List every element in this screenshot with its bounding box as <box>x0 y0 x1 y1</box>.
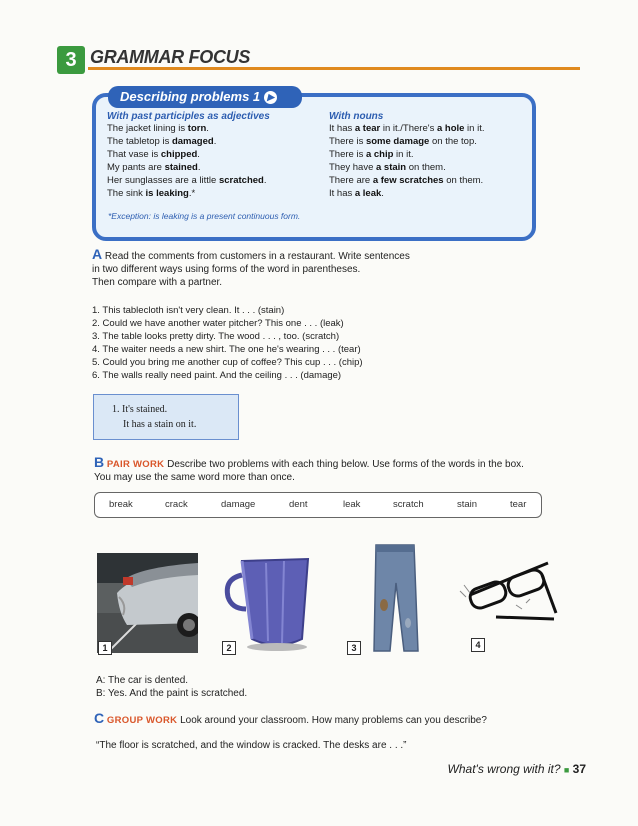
car-picture <box>97 553 198 653</box>
audio-icon[interactable]: ▶ <box>264 91 277 104</box>
jeans-picture <box>364 543 424 655</box>
instruction-line: in two different ways using forms of the word in parentheses. <box>92 264 361 275</box>
example-quote: “The floor is scratched, and the window is cracked. The desks are . . .” <box>96 740 407 751</box>
grammar-line: There is a chip in it. <box>329 149 414 160</box>
grammar-line: There is some damage on the top. <box>329 136 477 147</box>
grammar-line: Her sunglasses are a little scratched. <box>107 175 267 186</box>
grammar-note: *Exception: is leaking is a present continuous form. <box>108 211 301 221</box>
section-c-letter: C <box>94 710 105 726</box>
picture-number: 4 <box>471 638 485 652</box>
picture-number: 2 <box>222 641 236 655</box>
grammar-right-column <box>329 111 484 200</box>
grammar-line: It has a tear in it./There's a hole in it. <box>329 123 485 134</box>
word-item: leak <box>343 499 361 510</box>
example-box <box>93 394 239 440</box>
dialog-line: A: The car is dented. <box>96 675 189 686</box>
list-item: 1. This tablecloth isn't very clean. It . . . (stain) <box>92 305 285 316</box>
group-work-label: GROUP WORK <box>106 715 178 726</box>
grammar-line: The tabletop is damaged. <box>107 136 217 147</box>
section-title: GRAMMAR FOCUS <box>90 47 251 67</box>
word-item: scratch <box>393 499 424 510</box>
grammar-line: It has a leak. <box>329 188 384 199</box>
grammar-line: They have a stain on them. <box>329 162 446 173</box>
grammar-tab-label: Describing problems 1 <box>120 89 261 104</box>
instruction-line: You may use the same word more than once. <box>94 472 295 483</box>
word-item: damage <box>221 499 256 510</box>
jeans-icon <box>364 543 424 655</box>
list-item: 6. The walls really need paint. And the ceiling . . . (damage) <box>92 370 342 381</box>
picture-number: 1 <box>98 641 112 655</box>
exercise-list <box>92 304 363 382</box>
instruction-line: Describe two problems with each thing below. Use forms of the words in the box. <box>167 459 524 470</box>
page-number: 37 <box>572 762 586 776</box>
pitcher-icon <box>222 553 322 653</box>
right-heading: With nouns <box>329 111 384 122</box>
word-item: crack <box>165 499 188 510</box>
word-item: tear <box>510 499 527 510</box>
section-a-instructions <box>92 248 410 289</box>
grammar-tab <box>108 86 302 108</box>
footer-text: What's wrong with it? <box>447 762 561 776</box>
example-line: It has a stain on it. <box>123 419 197 430</box>
grammar-line: My pants are stained. <box>107 162 201 173</box>
grammar-line: There are a few scratches on them. <box>329 175 484 186</box>
instruction-line: Then compare with a partner. <box>92 277 223 288</box>
dialog-line: B: Yes. And the paint is scratched. <box>96 688 248 699</box>
dialog <box>96 674 247 700</box>
section-a-letter: A <box>92 246 103 262</box>
section-c-instructions <box>94 712 487 727</box>
word-box <box>94 492 542 518</box>
pair-work-label: PAIR WORK <box>106 459 165 470</box>
pitcher-picture <box>222 553 322 653</box>
word-item: break <box>109 499 133 510</box>
grammar-left-column <box>107 111 270 200</box>
square-bullet-icon: ■ <box>563 765 570 775</box>
glasses-picture <box>456 555 560 635</box>
example-line: 1. It's stained. <box>112 404 168 415</box>
word-item: dent <box>289 499 308 510</box>
grammar-line: The sink is leaking.* <box>107 188 196 199</box>
page-footer <box>448 762 586 776</box>
grammar-line: That vase is chipped. <box>107 149 200 160</box>
list-item: 2. Could we have another water pitcher? This one . . . (leak) <box>92 318 344 329</box>
instruction-line: Look around your classroom. How many problems can you describe? <box>180 715 487 726</box>
instruction-line: Read the comments from customers in a restaurant. Write sentences <box>104 251 410 262</box>
title-rule <box>88 67 580 70</box>
left-heading: With past participles as adjectives <box>107 111 270 122</box>
picture-number: 3 <box>347 641 361 655</box>
list-item: 4. The waiter needs a new shirt. The one he's wearing . . . (tear) <box>92 344 361 355</box>
glasses-icon <box>456 555 560 635</box>
grammar-line: The jacket lining is torn. <box>107 123 209 134</box>
car-icon <box>97 553 198 653</box>
list-item: 5. Could you bring me another cup of coffee? This cup . . . (chip) <box>92 357 363 368</box>
list-item: 3. The table looks pretty dirty. The wood . . . , too. (scratch) <box>92 331 340 342</box>
section-b-letter: B <box>94 454 105 470</box>
word-item: stain <box>457 499 478 510</box>
section-number: 3 <box>57 46 85 74</box>
section-b-instructions <box>94 456 524 484</box>
